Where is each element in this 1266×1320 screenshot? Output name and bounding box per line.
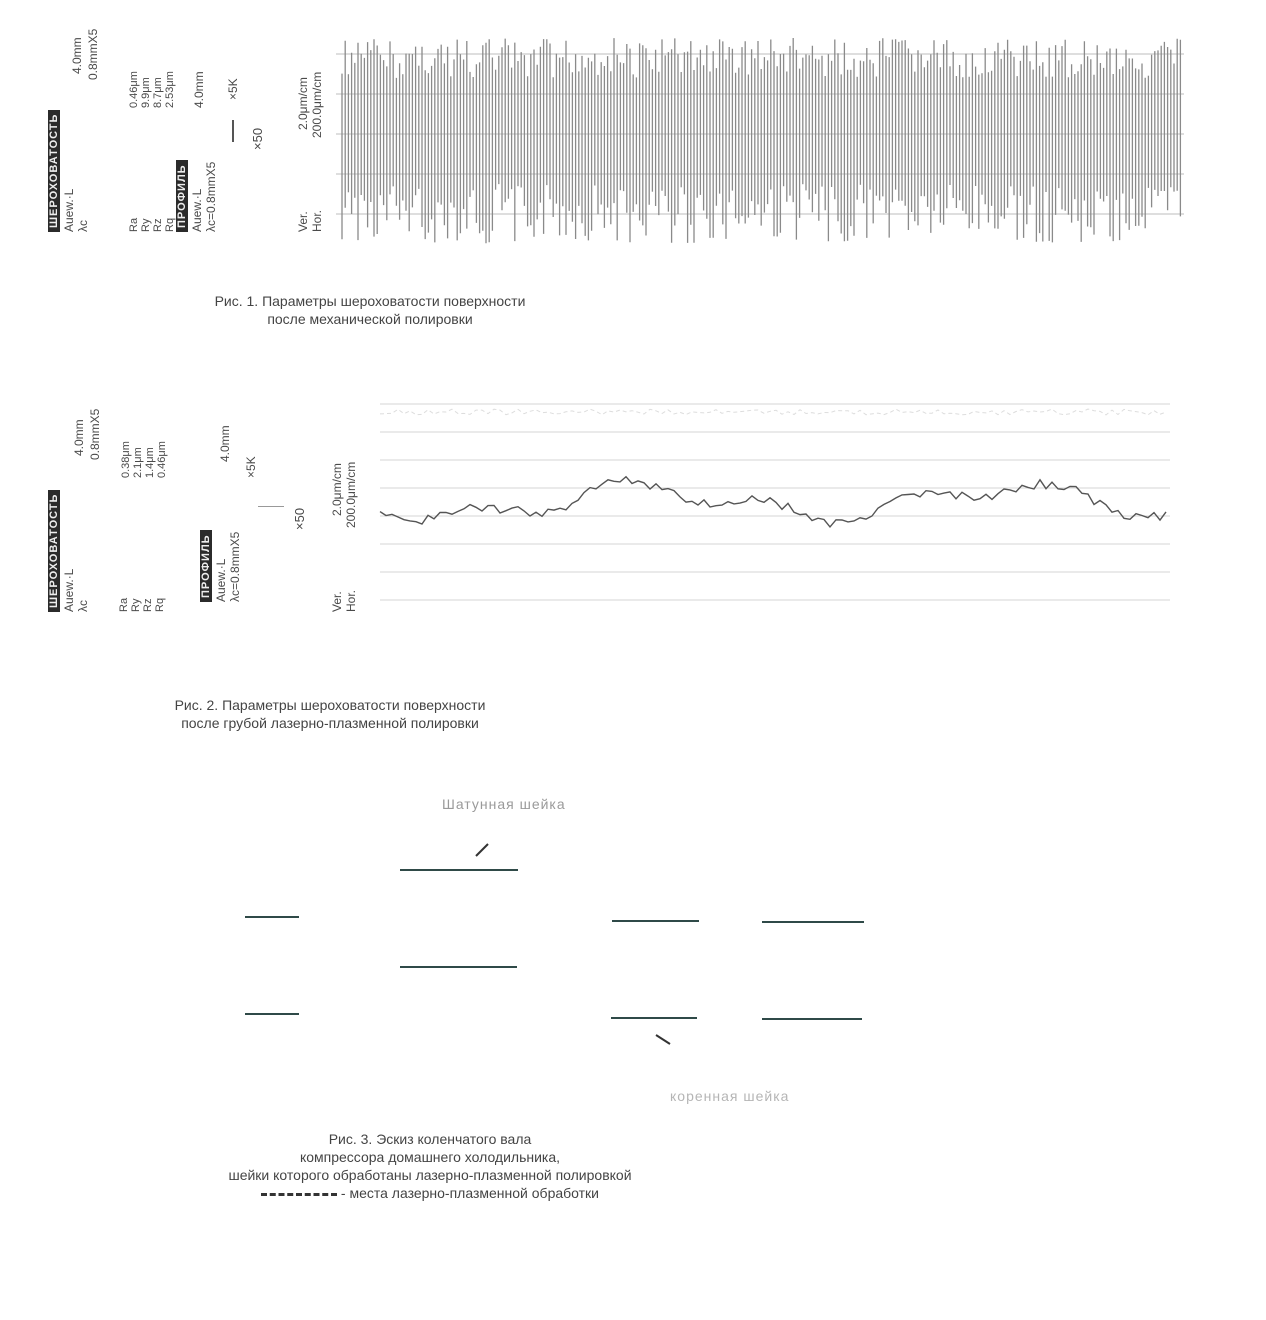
fig1-ver-value: 2.0μm/cm (296, 77, 310, 130)
fig2-header-box: ШЕРОХОВАТОСТЬ (48, 490, 60, 612)
fig1-hor-label: Hor. (310, 209, 324, 232)
fig2-scale-2: ×5K (244, 456, 258, 478)
fig1-header-box-2: ПРОФИЛЬ (176, 160, 188, 232)
fig2-param-name-ry: Ry (130, 598, 142, 612)
fig2-meas2-label-2: λc=0.8mmX5 (228, 531, 242, 602)
fig2-param-value-ry: 2.1μm (132, 447, 144, 478)
fig2-meas-value-1: 4.0mm (72, 419, 86, 456)
fig2-param-value-ra: 0.38μm (120, 441, 132, 478)
fig2-meas-label-2: λc (76, 600, 90, 612)
fig1-param-name-rz: Rz (152, 218, 164, 232)
fig1-meas-value-1: 4.0mm (70, 37, 84, 74)
fig2-meas2-label-1: Auew.·L (214, 558, 228, 602)
fig1-param-value-rz: 8.7μm (152, 77, 164, 108)
fig3-legend-text: - места лазерно-плазменной обработки (337, 1185, 599, 1201)
fig2-trace (380, 477, 1166, 527)
fig1-meas-label-2: λc (76, 220, 90, 232)
fig1-profile-chart (336, 34, 1186, 250)
fig1-ver-label: Ver. (296, 211, 310, 232)
fig1-meas2-value: 4.0mm (192, 71, 206, 108)
fig1-scale-tick (232, 120, 234, 142)
fig3-crankshaft-sketch (230, 820, 880, 1050)
fig2-scale-tick (258, 506, 284, 507)
fig2-hor-label: Hor. (344, 589, 358, 612)
fig2-param-name-rq: Rq (154, 597, 166, 612)
fig2-param-value-rq: 0.46μm (156, 441, 168, 478)
fig2-param-value-rz: 1.4μm (144, 447, 156, 478)
fig3-label-bottom: коренная шейка (670, 1088, 790, 1104)
fig1-header-box: ШЕРОХОВАТОСТЬ (48, 110, 60, 232)
fig1-param-value-ra: 0.46μm (128, 71, 140, 108)
fig1-hor-value: 200.0μm/cm (310, 71, 324, 138)
fig3-pointer-bottom (656, 1035, 670, 1044)
fig1-caption-line1: Рис. 1. Параметры шероховатости поверхности (214, 293, 526, 309)
fig2-scale-1: ×50 (292, 507, 307, 530)
fig2-caption-line2: после грубой лазерно-плазменной полировки (181, 715, 479, 731)
fig2-header-box-2: ПРОФИЛЬ (200, 530, 212, 602)
fig2-faint-trace (380, 409, 1166, 415)
fig2-param-name-rz: Rz (142, 598, 154, 612)
fig1-meas-value-2: 0.8mmX5 (86, 28, 100, 80)
fig2-meas-label-1: Auew.·L (62, 568, 76, 612)
fig1-caption-line2: после механической полировки (267, 311, 473, 327)
fig1-param-name-rq: Rq (164, 217, 176, 232)
fig1-param-name-ry: Ry (140, 218, 152, 232)
fig3-caption-line3: шейки которого обработаны лазерно-плазменной полировкой (228, 1167, 632, 1183)
fig3-legend-swatch (261, 1193, 337, 1196)
fig1-param-name-ra: Ra (128, 217, 140, 232)
fig1-meas-label-1: Auew.·L (62, 188, 76, 232)
fig2-caption (80, 696, 580, 732)
fig2-ver-value: 2.0μm/cm (330, 463, 344, 516)
fig1-param-value-ry: 9.9μm (140, 77, 152, 108)
fig2-caption-line1: Рис. 2. Параметры шероховатости поверхности (174, 697, 486, 713)
fig3-caption-line1: Рис. 3. Эскиз коленчатого вала (328, 1131, 532, 1147)
fig2-param-name-ra: Ra (118, 597, 130, 612)
fig1-trace (342, 38, 1180, 243)
fig2-ver-label: Ver. (330, 591, 344, 612)
fig3-pointer-top (476, 844, 488, 856)
fig1-meas2-label-2: λc=0.8mmX5 (204, 161, 218, 232)
fig3-caption-line2: компрессора домашнего холодильника, (299, 1149, 561, 1165)
fig2-profile-chart (370, 386, 1180, 626)
fig3-label-top: Шатунная шейка (442, 796, 566, 812)
fig1-meas2-label-1: Auew.·L (190, 188, 204, 232)
fig2-hor-value: 200.0μm/cm (344, 461, 358, 528)
fig1-param-value-rq: 2.53μm (164, 71, 176, 108)
fig2-meas2-value: 4.0mm (218, 425, 232, 462)
fig1-scale-2: ×5K (226, 78, 240, 100)
fig2-meas-value-2: 0.8mmX5 (88, 408, 102, 460)
fig1-scale-1: ×50 (250, 127, 265, 150)
fig1-caption (120, 292, 620, 328)
fig3-caption-line4 (100, 1184, 760, 1202)
fig3-caption (100, 1130, 760, 1202)
